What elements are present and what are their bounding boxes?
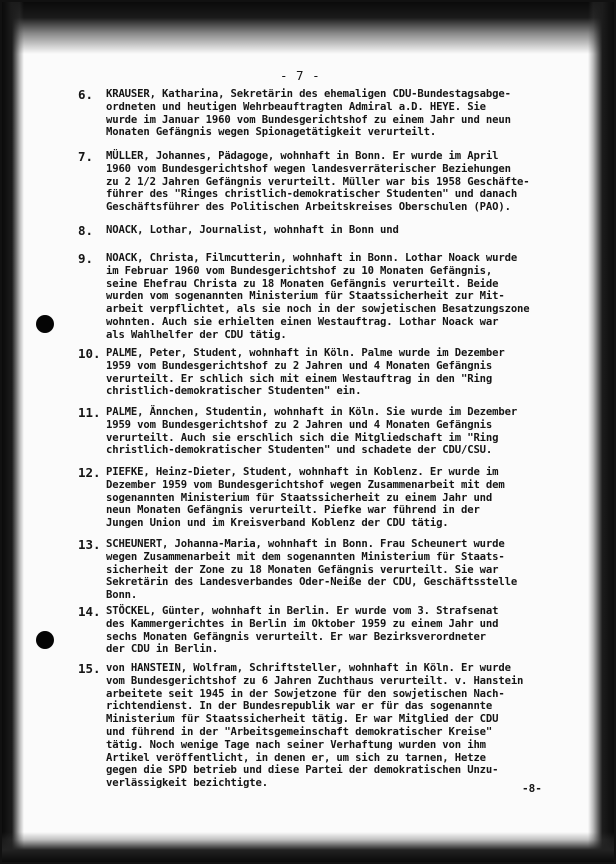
entry-number: 8. <box>78 223 94 238</box>
text-line: im Februar 1960 vom Bundesgerichtshof zu 10 Monaten Gefängnis, <box>106 264 493 277</box>
text-line: ordneten und heutigen Wehrbeauftragten Admiral a.D. HEYE. Sie <box>106 100 486 113</box>
text-line: des Kammergerichtes in Berlin im Oktober 1959 zu einem Jahr und <box>106 617 499 630</box>
text-line: 1959 vom Bundesgerichtshof zu 2 Jahren und 4 Monaten Gefängnis <box>106 359 493 372</box>
text-line: verlässigkeit bezichtigte. <box>106 777 268 790</box>
text-line: KRAUSER, Katharina, Sekretärin des ehemaligen CDU-Bundestagsabge- <box>106 88 511 100</box>
text-line: arbeit verpflichtet, als sie noch in der sowjetischen Besatzungszone <box>106 303 530 316</box>
text-line: Artikel veröffentlicht, in denen er, um sich zu tarnen, Hetze <box>106 751 486 764</box>
text-line: und führend in der "Arbeitsgemeinschaft demokratischer Kreise" <box>106 725 493 738</box>
text-line: Sekretärin des Landesverbandes Oder-Neiße der CDU, Geschäftsstelle <box>106 576 518 589</box>
text-line: 1960 vom Bundesgerichtshof wegen landesverräterischer Beziehungen <box>106 162 511 175</box>
entry-text <box>106 252 582 342</box>
text-line: sicherheit der Zone zu 18 Monaten Gefängnis verurteilt. Sie war <box>106 563 499 576</box>
text-line: zu 2 1/2 Jahren Gefängnis verurteilt. Müller war bis 1958 Geschäfte- <box>106 175 530 188</box>
text-line: Dezember 1959 vom Bundesgerichtshof wegen Zusammenarbeit mit dem <box>106 478 505 491</box>
entry-text <box>106 88 582 139</box>
entry-text <box>106 466 582 530</box>
entry-number: 14. <box>78 604 101 619</box>
text-line: wurde im Januar 1960 vom Bundesgerichtshof zu einem Jahr und neun <box>106 113 511 126</box>
text-line: Ministerium für Staatssicherheit tätig. Er war Mitglied der CDU <box>106 713 499 726</box>
text-line: vom Bundesgerichtshof zu 6 Jahren Zuchthaus verurteilt. v. Hanstein <box>106 674 524 687</box>
document-body <box>2 2 616 864</box>
text-line: arbeitete seit 1945 in der Sowjetzone für den sowjetischen Nach- <box>106 687 505 700</box>
entry-number: 12. <box>78 465 101 480</box>
entry-text <box>106 406 582 457</box>
entry-text <box>106 605 582 656</box>
text-line: verurteilt. Er schlich sich mit einem Westauftrag in den "Ring <box>106 372 493 385</box>
text-line: von HANSTEIN, Wolfram, Schriftsteller, wohnhaft in Köln. Er wurde <box>106 662 511 674</box>
text-line: sechs Monaten Gefängnis verurteilt. Er war Bezirksverordneter <box>106 630 486 643</box>
text-line: seine Ehefrau Christa zu 18 Monaten Gefängnis verurteilt. Beide <box>106 277 499 290</box>
text-line: PALME, Peter, Student, wohnhaft in Köln. Palme wurde im Dezember <box>106 347 505 359</box>
text-line: STÖCKEL, Günter, wohnhaft in Berlin. Er wurde vom 3. Strafsenat <box>106 605 499 617</box>
text-line: Bonn. <box>106 589 138 602</box>
text-line: PALME, Ännchen, Studentin, wohnhaft in Köln. Sie wurde im Dezember <box>106 406 518 418</box>
entry-number: 15. <box>78 661 101 676</box>
text-line: wurden vom sogenannten Ministerium für Staatssicherheit zur Mit- <box>106 290 505 303</box>
entry-number: 13. <box>78 537 101 552</box>
text-line: 1959 vom Bundesgerichtshof zu 2 Jahren und 4 Monaten Gefängnis <box>106 418 493 431</box>
entry-number: 6. <box>78 87 94 102</box>
text-line: Jungen Union und im Kreisverband Koblenz der CDU tätig. <box>106 517 449 530</box>
text-line: Geschäftsführer des Politischen Arbeitskreises Oberschulen (PAO). <box>106 201 511 214</box>
text-line: tätig. Noch wenige Tage nach seiner Verhaftung wurden von ihm <box>106 738 486 751</box>
text-line: gegen die SPD betrieb und diese Partei der demokratischen Unzu- <box>106 764 499 777</box>
entry-text <box>106 224 582 237</box>
entry-text <box>106 347 582 398</box>
text-line: christlich-demokratischer Studenten" und schadete der CDU/CSU. <box>106 444 493 457</box>
entry-number: 7. <box>78 149 94 164</box>
text-line: Monaten Gefängnis wegen Spionagetätigkeit verurteilt. <box>106 126 437 139</box>
entry-number: 10. <box>78 346 101 361</box>
text-line: wegen Zusammenarbeit mit dem sogenannten Ministerium für Staats- <box>106 550 505 563</box>
text-line: neun Monaten Gefängnis verurteilt. Piefke war führend in der <box>106 504 480 517</box>
text-line: verurteilt. Auch sie erschlich sich die Mitgliedschaft im "Ring <box>106 431 499 444</box>
text-line: SCHEUNERT, Johanna-Maria, wohnhaft in Bonn. Frau Scheunert wurde <box>106 538 505 550</box>
text-line: richtendienst. In der Bundesrepublik war er für das sogenannte <box>106 700 493 713</box>
text-line: PIEFKE, Heinz-Dieter, Student, wohnhaft in Koblenz. Er wurde im <box>106 466 499 478</box>
entry-text <box>106 662 582 790</box>
text-line: christlich-demokratischer Studenten" ein. <box>106 385 362 398</box>
text-line: führer des "Ringes christlich-demokratischer Studenten" und danach <box>106 188 518 201</box>
text-line: NOACK, Lothar, Journalist, wohnhaft in Bonn und <box>106 224 399 236</box>
text-line: der CDU in Berlin. <box>106 643 219 656</box>
entry-text <box>106 150 582 214</box>
text-line: MÜLLER, Johannes, Pädagoge, wohnhaft in Bonn. Er wurde im April <box>106 150 499 162</box>
text-line: sogenannten Ministerium für Staatssicherheit zu einem Jahr und <box>106 491 493 504</box>
next-page-mark: -8- <box>522 782 542 795</box>
page-number: - 7 - <box>280 68 321 83</box>
text-line: wohnten. Auch sie erhielten einen Westauftrag. Lothar Noack war <box>106 315 499 328</box>
entry-number: 9. <box>78 251 94 266</box>
text-line: als Wahlhelfer der CDU tätig. <box>106 328 287 341</box>
entry-text <box>106 538 582 602</box>
text-line: NOACK, Christa, Filmcutterin, wohnhaft in Bonn. Lothar Noack wurde <box>106 252 518 264</box>
entry-number: 11. <box>78 405 101 420</box>
